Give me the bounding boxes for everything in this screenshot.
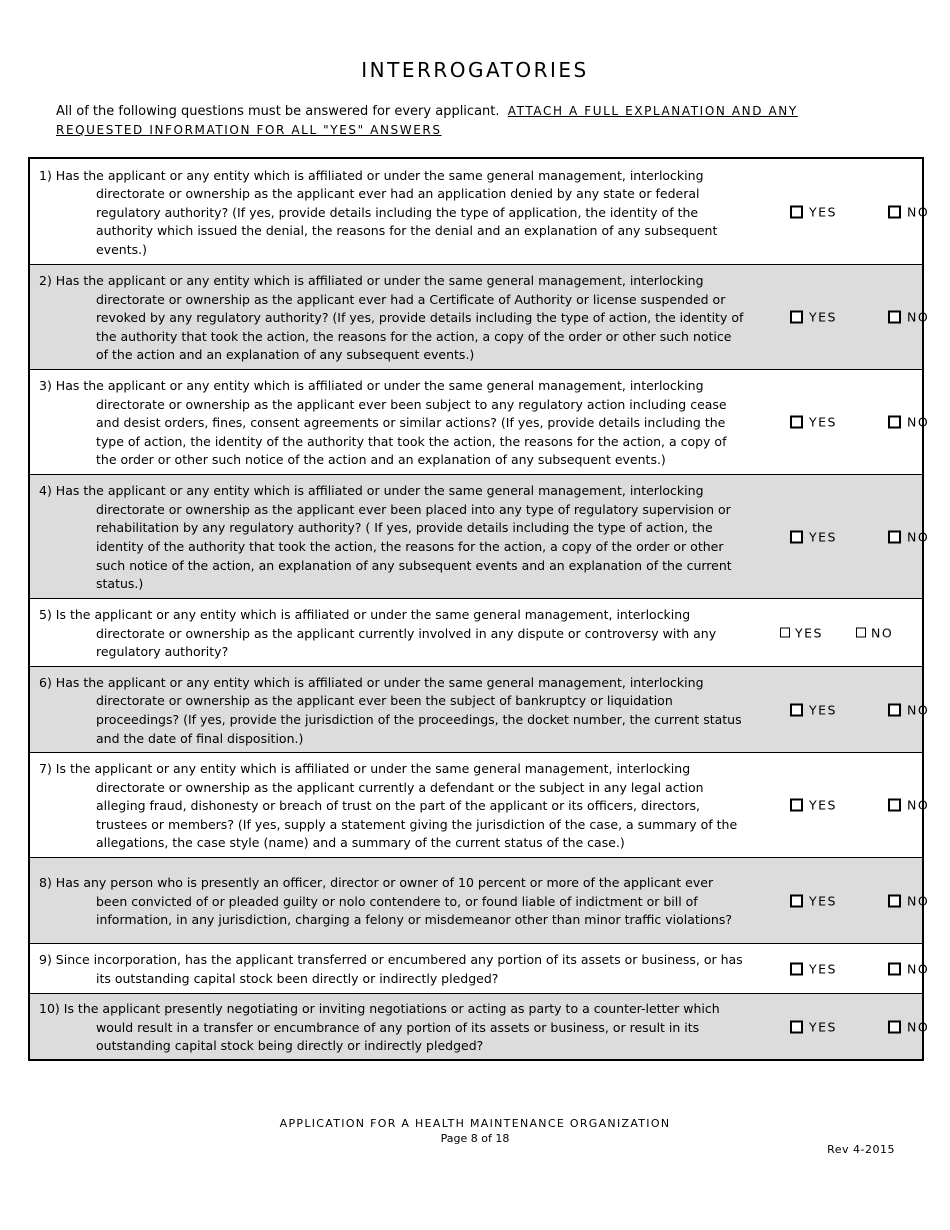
question-row-3 (30, 370, 930, 475)
answer-options (750, 858, 930, 943)
no-option (856, 625, 893, 640)
no-label: NO (907, 309, 930, 325)
yes-checkbox[interactable] (790, 962, 803, 975)
no-checkbox[interactable] (888, 416, 901, 429)
yes-label: YES (809, 529, 837, 544)
no-checkbox[interactable] (888, 311, 901, 324)
question-text: 10) Is the applicant presently negotiating or inviting negotiations or acting as party to a counter-letter which would result in a transfer or encumbrance of any portion of its assets or business, or result in its outstanding capital stock being directly or indirectly pledged? (39, 1001, 720, 1054)
question-row-8 (30, 858, 930, 944)
no-checkbox[interactable] (888, 962, 901, 975)
questions-table (28, 157, 930, 1061)
yes-checkbox[interactable] (790, 894, 803, 907)
yes-option (790, 702, 837, 717)
yes-checkbox[interactable] (780, 628, 790, 638)
no-option (888, 961, 929, 976)
yes-label: YES (809, 414, 837, 430)
yes-option (790, 204, 837, 219)
yes-label: YES (809, 797, 837, 813)
no-checkbox[interactable] (888, 205, 901, 218)
answer-options (750, 667, 930, 752)
no-label: NO (907, 797, 930, 813)
question-row-9 (30, 944, 930, 994)
footer-form-title: APPLICATION FOR A HEALTH MAINTENANCE ORGANIZATION (279, 1117, 671, 1130)
yes-option (790, 893, 837, 908)
answer-options (750, 159, 930, 264)
no-checkbox[interactable] (888, 530, 901, 543)
no-label: NO (907, 529, 930, 544)
instructions-requirement: ATTACH A FULL EXPLANATION AND ANY REQUESTED INFORMATION FOR ALL "YES" ANSWERS (56, 104, 798, 137)
yes-option (790, 529, 837, 544)
yes-label: YES (809, 204, 837, 219)
no-label: NO (871, 625, 894, 640)
page-number: Page 8 of 18 (440, 1132, 510, 1145)
question-row-10 (30, 994, 930, 1059)
no-checkbox[interactable] (888, 894, 901, 907)
question-row-6 (30, 667, 930, 753)
question-text: 7) Is the applicant or any entity which is affiliated or under the same general management, interlocking directorate or ownership as the applicant currently a defendant or the subject in any legal action alleging fraud, dishonesty or breach of trust on the part of the applicant or its officers, directors, trustees or members? (If yes, supply a statement giving the jurisdiction of the case, a summary of the allegations, the case style (name) and a summary of the current status of the case.) (39, 761, 738, 851)
no-option (888, 310, 929, 325)
no-option (888, 1019, 929, 1034)
no-checkbox[interactable] (856, 628, 866, 638)
yes-option (790, 798, 837, 813)
yes-label: YES (809, 961, 837, 976)
no-label: NO (907, 893, 930, 908)
no-option (888, 204, 929, 219)
no-checkbox[interactable] (888, 1020, 901, 1033)
question-text: 5) Is the applicant or any entity which is affiliated or under the same general management, interlocking directorate or ownership as the applicant currently involved in any dispute or controversy with any regulatory authority? (39, 607, 717, 660)
question-row-1 (30, 159, 930, 265)
no-option (888, 415, 929, 430)
question-text: 4) Has the applicant or any entity which is affiliated or under the same general management, interlocking directorate or ownership as the applicant ever been placed into any type of regulatory supervision or rehabilitation by any regulatory authority? ( If yes, provide details including the type of action, the identity of the authority that took the action, the reasons for the action, a copy of the order or other such notice of the action, an explanation of any subsequent events and an explanation of the current status.) (39, 483, 732, 592)
yes-checkbox[interactable] (790, 416, 803, 429)
question-text: 2) Has the applicant or any entity which is affiliated or under the same general management, interlocking directorate or ownership as the applicant ever had a Certificate of Authority or license suspended or revoked by any regulatory authority? (If yes, provide details including the type of action, the identity of the authority that took the action, the reasons for the action, a copy of the order or other such notice of the action and an explanation of any subsequent events.) (39, 273, 744, 363)
yes-option (790, 961, 837, 976)
no-option (888, 529, 929, 544)
question-row-5 (30, 599, 922, 667)
question-text: 1) Has the applicant or any entity which is affiliated or under the same general management, interlocking directorate or ownership as the applicant ever had an application denied by any state or federal regulatory authority? (If yes, provide details including the type of application, the identity of the authority which issued the denial, the reasons for the denial and an explanation of any subsequent events.) (39, 167, 718, 257)
yes-option (790, 415, 837, 430)
revision-label: Rev 4-2015 (827, 1143, 895, 1156)
question-text: 8) Has any person who is presently an officer, director or owner of 10 percent or more of the applicant ever been convicted of or pleaded guilty or nolo contendere to, or found liable of indictment or bill of information, in any jurisdiction, charging a felony or misdemeanor other than minor traffic violations? (39, 875, 732, 928)
yes-checkbox[interactable] (790, 530, 803, 543)
no-checkbox[interactable] (888, 703, 901, 716)
instructions (56, 102, 856, 140)
answer-options (750, 265, 930, 369)
yes-checkbox[interactable] (790, 703, 803, 716)
yes-label: YES (809, 1019, 837, 1034)
question-row-4 (30, 475, 930, 599)
answer-options (750, 370, 930, 474)
instructions-text: All of the following questions must be answered for every applicant. (56, 104, 500, 119)
yes-option (780, 625, 823, 640)
yes-option (790, 310, 837, 325)
question-text: 9) Since incorporation, has the applicant transferred or encumbered any portion of its assets or business, or has its outstanding capital stock been directly or indirectly pledged? (39, 952, 743, 986)
no-option (888, 893, 929, 908)
yes-option (790, 1019, 837, 1034)
no-label: NO (907, 204, 930, 219)
answer-options (750, 475, 930, 598)
yes-checkbox[interactable] (790, 205, 803, 218)
question-text: 3) Has the applicant or any entity which is affiliated or under the same general management, interlocking directorate or ownership as the applicant ever been subject to any regulatory action including cease and desist orders, fines, consent agreements or similar actions? (If yes, provide details including the type of action, the identity of the authority that took the action, the reasons for the action, a copy of the order or other such notice of the action and an explanation of any subsequent events.) (39, 378, 727, 468)
page-footer (0, 1116, 950, 1146)
no-option (888, 798, 929, 813)
no-label: NO (907, 961, 930, 976)
no-option (888, 702, 929, 717)
answer-options (750, 944, 930, 993)
yes-label: YES (795, 625, 823, 640)
answer-options (750, 753, 930, 857)
no-label: NO (907, 1019, 930, 1034)
no-label: NO (907, 414, 930, 430)
question-row-2 (30, 265, 930, 370)
answer-options (750, 994, 930, 1059)
yes-checkbox[interactable] (790, 311, 803, 324)
yes-label: YES (809, 893, 837, 908)
yes-checkbox[interactable] (790, 799, 803, 812)
page-title: INTERROGATORIES (361, 58, 589, 82)
question-text: 6) Has the applicant or any entity which is affiliated or under the same general management, interlocking directorate or ownership as the applicant ever been the subject of bankruptcy or liquidation proceedings? (If yes, provide the jurisdiction of the proceedings, the docket number, the current status and the date of final disposition.) (39, 674, 742, 746)
answer-options (750, 599, 922, 666)
no-label: NO (907, 702, 930, 717)
question-row-7 (30, 753, 930, 858)
no-checkbox[interactable] (888, 799, 901, 812)
yes-label: YES (809, 309, 837, 325)
yes-label: YES (809, 702, 837, 717)
yes-checkbox[interactable] (790, 1020, 803, 1033)
